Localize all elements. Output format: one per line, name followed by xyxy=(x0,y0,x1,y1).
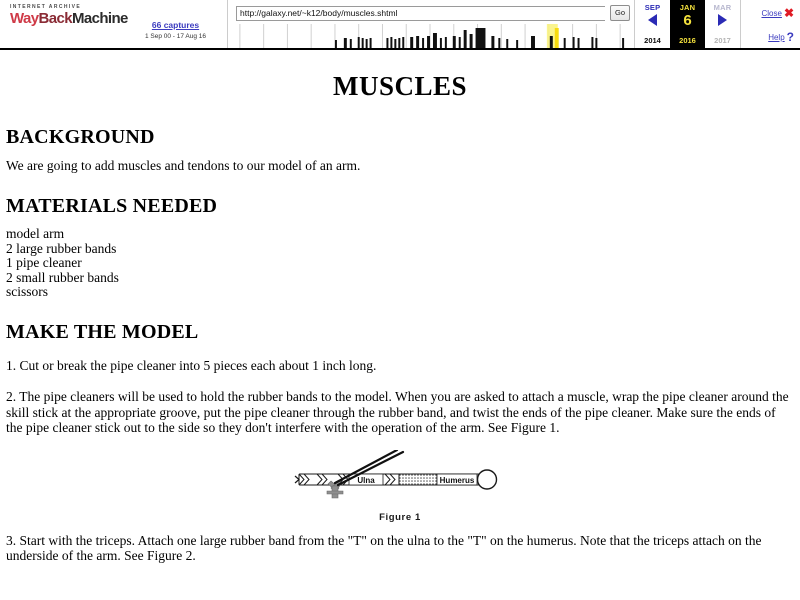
next-month-label: MAR xyxy=(713,3,732,12)
materials-list xyxy=(6,227,794,300)
captures-timeline[interactable] xyxy=(228,24,634,48)
current-year-label: 2016 xyxy=(679,36,696,45)
date-nav-current[interactable] xyxy=(670,0,705,48)
heading-make-the-model: MAKE THE MODEL xyxy=(6,320,199,343)
current-month-label: JAN xyxy=(679,3,696,12)
figure-1-arm-model-image xyxy=(291,450,509,510)
date-nav-previous[interactable] xyxy=(635,0,670,48)
help-label[interactable]: Help xyxy=(768,33,785,42)
next-year-label: 2017 xyxy=(714,36,731,45)
wayback-toolbar xyxy=(0,0,800,50)
heading-materials-needed: MATERIALS NEEDED xyxy=(6,195,218,217)
help-icon[interactable]: ? xyxy=(786,30,794,44)
wordmark-way: Way xyxy=(10,10,39,27)
internet-archive-label: INTERNET ARCHIVE xyxy=(10,4,82,10)
figure-1-humerus-label: Humerus xyxy=(439,475,475,485)
date-nav-next[interactable] xyxy=(705,0,740,48)
previous-month-label: SEP xyxy=(644,3,661,12)
wayback-center-panel xyxy=(228,0,634,48)
step-3-text: 3. Start with the triceps. Attach one large rubber band from the "T" on the ulna to the "T" on the humerus. Note that the triceps attach on the underside of the arm. See Figure 2. xyxy=(6,532,762,564)
page-title: MUSCLES xyxy=(332,71,468,101)
captures-date-range: 1 Sep 00 - 17 Aug 16 xyxy=(144,33,207,40)
materials-item: scissors xyxy=(6,284,49,300)
url-row xyxy=(228,0,634,24)
wordmark-machine: Machine xyxy=(71,10,128,27)
date-navigation xyxy=(634,0,740,48)
help-row[interactable] xyxy=(768,27,794,45)
previous-capture-arrow-icon[interactable] xyxy=(648,14,657,26)
current-day-label: 6 xyxy=(683,12,692,29)
step-2-text: 2. The pipe cleaners will be used to hold the rubber bands to the model. When you are asked to attach a muscle, wrap the pipe cleaner around the skill stick at the appropriate groove, put the pipe cleaner through the rubber band, and twist the ends of the pipe cleaner. Make sure the ends of the pipe cleaner stick out to the side so they don't interfere with the operation of the arm. See Figure 1. xyxy=(6,389,789,436)
background-text: We are going to add muscles and tendons to our model of an arm. xyxy=(6,158,361,173)
materials-item: 2 small rubber bands xyxy=(6,269,119,285)
figure-1-block xyxy=(6,450,794,523)
captures-count-link[interactable]: 66 captures xyxy=(151,20,200,30)
url-input[interactable]: http://galaxy.net/~k12/body/muscles.shtml xyxy=(236,6,605,21)
toolbar-tools xyxy=(740,0,800,48)
timeline-histogram[interactable] xyxy=(228,24,634,48)
materials-item: 1 pipe cleaner xyxy=(6,255,82,271)
previous-year-label: 2014 xyxy=(644,36,661,45)
wayback-logo[interactable] xyxy=(0,0,128,48)
figure-1-ulna-label: Ulna xyxy=(357,475,375,485)
go-button[interactable]: Go xyxy=(610,5,630,21)
close-icon[interactable]: ✖ xyxy=(783,6,794,20)
heading-background: BACKGROUND xyxy=(6,126,155,148)
close-label[interactable]: Close xyxy=(761,9,782,18)
wordmark-back: Back xyxy=(38,10,72,27)
archived-page-content xyxy=(0,71,800,564)
wayback-machine-wordmark xyxy=(10,10,128,27)
captures-summary xyxy=(124,0,228,48)
next-capture-arrow-icon[interactable] xyxy=(718,14,727,26)
materials-item: 2 large rubber bands xyxy=(6,240,117,256)
figure-1-caption: Figure 1 xyxy=(379,511,421,523)
close-row[interactable] xyxy=(741,3,794,21)
materials-item: model arm xyxy=(6,226,65,241)
step-1-text: 1. Cut or break the pipe cleaner into 5 pieces each about 1 inch long. xyxy=(6,357,377,373)
